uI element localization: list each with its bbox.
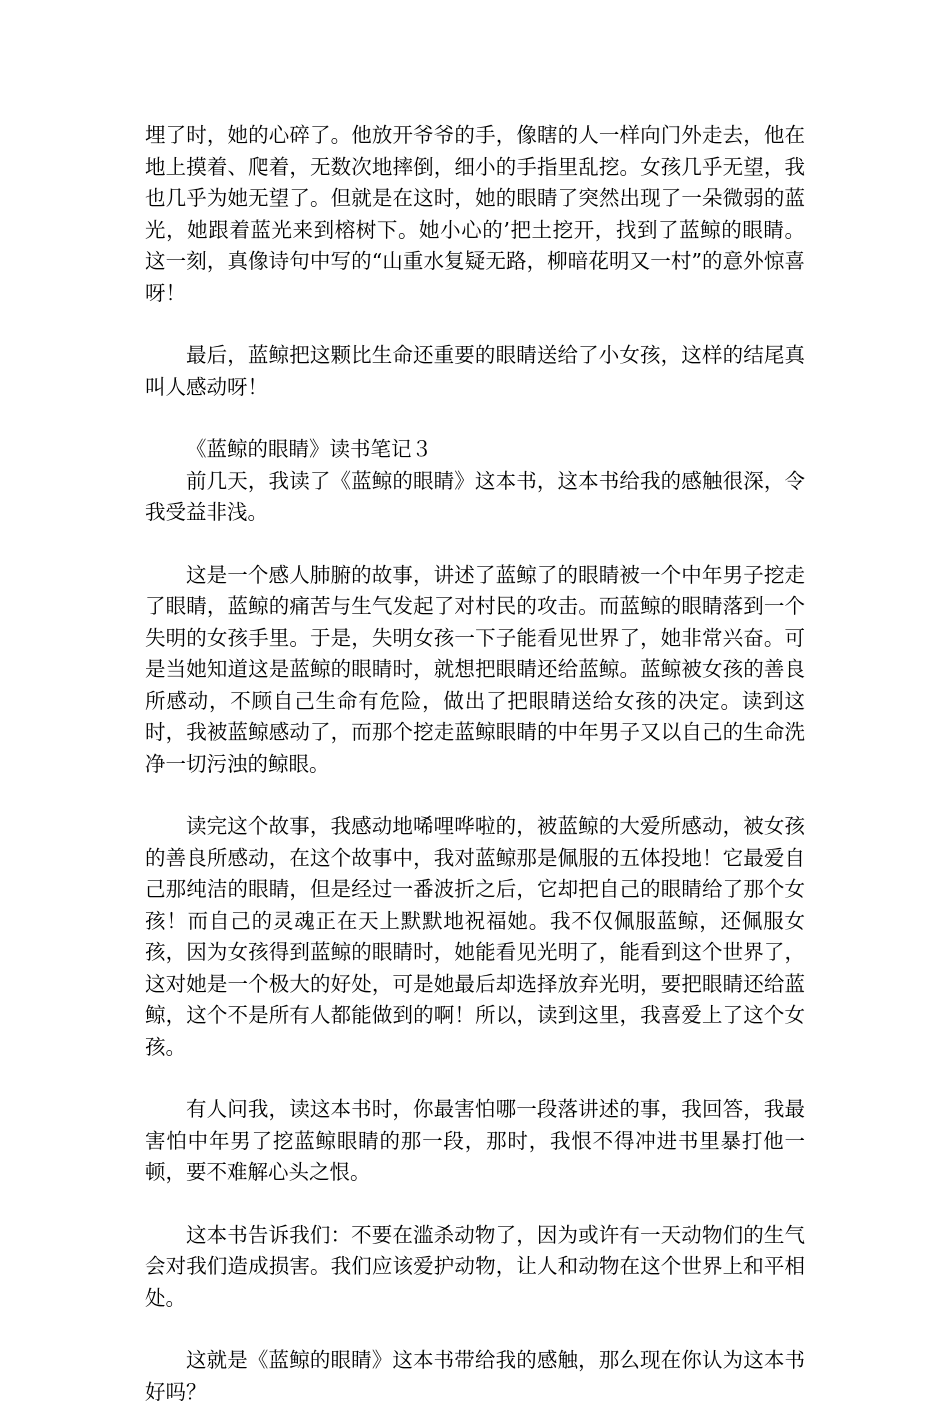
paragraph-intro: 前几天，我读了《蓝鲸的眼睛》这本书，这本书给我的感触很深，令我受益非浅。 bbox=[145, 468, 805, 524]
paragraph-gap bbox=[145, 1314, 805, 1345]
paragraph-continuation: 埋了时，她的心碎了。他放开爷爷的手，像瞎的人一样向门外走去，他在地上摸着、爬着，无数次地摔倒，细小的手指里乱挖。女孩几乎无望，我也几乎为她无望了。但就是在这时，她的眼睛了突然出现了一朵微弱的蓝光，她跟着蓝光来到榕树下。她小心的’把土挖开，找到了蓝鲸的眼睛。这一刻，真像诗句中写的“山重水复疑无路，柳暗花明又一村”的意外惊喜呀！ bbox=[145, 123, 805, 305]
document-body bbox=[145, 120, 805, 1408]
paragraph-gap bbox=[145, 403, 805, 434]
section-heading: 《蓝鲸的眼睛》读书笔记３ bbox=[186, 437, 432, 461]
paragraph-story: 这是一个感人肺腑的故事，讲述了蓝鲸了的眼睛被一个中年男子挖走了眼睛，蓝鲸的痛苦与生气发起了对村民的攻击。而蓝鲸的眼睛落到一个失明的女孩手里。于是，失明女孩一下子能看见世界了，她非常兴奋。可是当她知道这是蓝鲸的眼睛时，就想把眼睛还给蓝鲸。蓝鲸被女孩的善良所感动，不顾自己生命有危险，做出了把眼睛送给女孩的决定。读到这时，我被蓝鲸感动了，而那个挖走蓝鲸眼睛的中年男子又以自己的生命洗净一切污浊的鲸眼。 bbox=[145, 562, 805, 776]
paragraph-question: 有人问我，读这本书时，你最害怕哪一段落讲述的事，我回答，我最害怕中年男了挖蓝鲸眼睛的那一段，那时，我恨不得冲进书里暴打他一顿，要不难解心头之恨。 bbox=[145, 1097, 805, 1184]
paragraph-gap bbox=[145, 1189, 805, 1220]
paragraph-feelings: 读完这个故事，我感动地唏哩哗啦的，被蓝鲸的大爱所感动，被女孩的善良所感动，在这个故事中，我对蓝鲸那是佩服的五体投地！它最爱自己那纯洁的眼睛，但是经过一番波折之后，它却把自己的眼睛给了那个女孩！而自己的灵魂正在天上默默地祝福她。我不仅佩服蓝鲸，还佩服女孩，因为女孩得到蓝鲸的眼睛时，她能看见光明了，能看到这个世界了，这对她是一个极大的好处，可是她最后却选择放弃光明，要把眼睛还给蓝鲸，这个不是所有人都能做到的啊！所以，读到这里，我喜爱上了这个女孩。 bbox=[145, 814, 805, 1059]
paragraph-conclusion: 这就是《蓝鲸的眼睛》这本书带给我的感触，那么现在你认为这本书好吗？ bbox=[145, 1348, 805, 1404]
paragraph-lesson: 这本书告诉我们：不要在滥杀动物了，因为或许有一天动物们的生气会对我们造成损害。我们应该爱护动物，让人和动物在这个世界上和平相处。 bbox=[145, 1222, 805, 1310]
paragraph-gap bbox=[145, 1063, 805, 1094]
paragraph-gap bbox=[145, 309, 805, 340]
paragraph-ending: 最后，蓝鲸把这颗比生命还重要的眼睛送给了小女孩，这样的结尾真叫人感动呀！ bbox=[145, 343, 805, 399]
paragraph-gap bbox=[145, 529, 805, 560]
paragraph-gap bbox=[145, 780, 805, 811]
